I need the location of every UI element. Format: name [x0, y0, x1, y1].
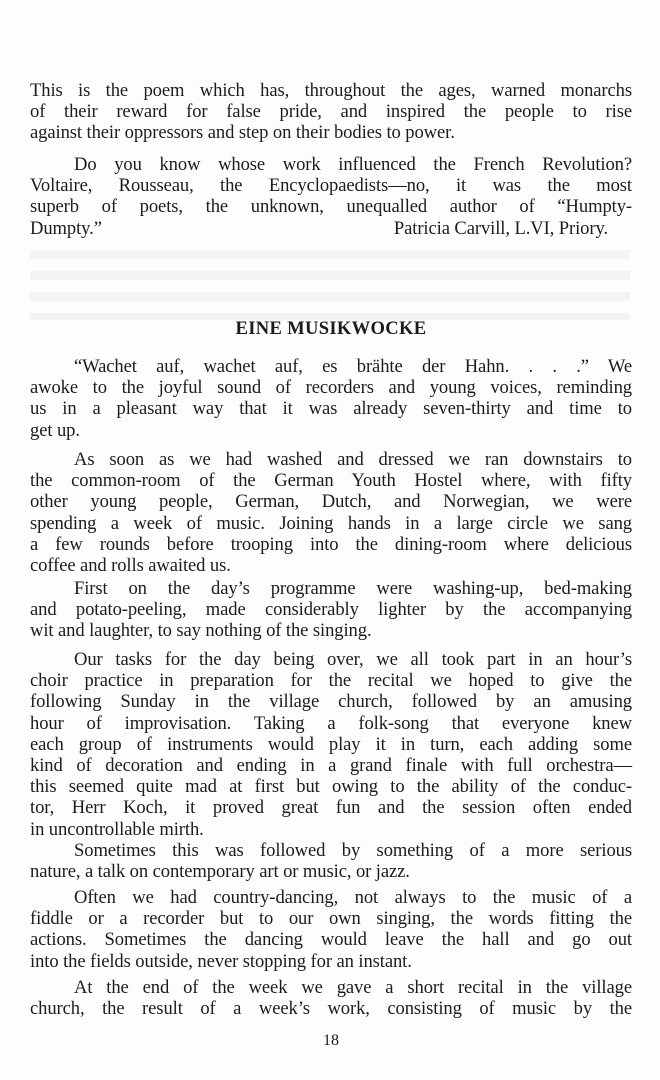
text-line: fiddle or a recorder but to our own singing, the words fitting the: [30, 908, 632, 930]
intro-paragraph-1: [30, 80, 632, 144]
text-line: following Sunday in the village church, followed by an amusing: [30, 691, 632, 713]
text-line: wit and laughter, to say nothing of the singing.: [30, 620, 372, 642]
text-line: against their oppressors and step on their bodies to power.: [30, 122, 455, 144]
text-line: the common-room of the German Youth Hostel where, with fifty: [30, 470, 632, 492]
text-line: in uncontrollable mirth.: [30, 818, 204, 840]
text-line: At the end of the week we gave a short recital in the village: [74, 977, 632, 998]
article-title: EINE MUSIKWOCKE: [235, 318, 427, 339]
article-paragraph-2: [30, 449, 632, 576]
text-line: this seemed quite mad at first but owing to the ability of the conduc-: [30, 776, 632, 798]
author-signature: Patricia Carvill, L.VI, Priory.: [393, 217, 608, 239]
text-line: get up.: [30, 419, 80, 441]
text-line: a few rounds before trooping into the dining-room where delicious: [30, 533, 632, 555]
text-line: kind of decoration and ending in a grand finale with full orchestra—: [30, 755, 632, 777]
text-line: Do you know whose work influenced the French Revolution?: [74, 154, 632, 175]
article-paragraph-4: [30, 649, 632, 840]
text-line: each group of instruments would play it in turn, each adding some: [30, 733, 632, 755]
article-paragraph-6: [30, 887, 632, 972]
text-line: Dumpty.”: [30, 217, 102, 239]
text-line: actions. Sometimes the dancing would leave the hall and go out: [30, 929, 632, 951]
text-line: and potato-peeling, made considerably lighter by the accompanying: [30, 599, 632, 621]
article-paragraph-7: [30, 977, 632, 1019]
article-paragraph-1: [30, 356, 632, 441]
text-line: Our tasks for the day being over, we all took part in an hour’s: [74, 649, 632, 670]
article-paragraph-5: [30, 840, 632, 882]
text-line: coffee and rolls awaited us.: [30, 555, 231, 577]
text-line: spending a week of music. Joining hands in a large circle we sang: [30, 512, 632, 534]
text-line: Voltaire, Rousseau, the Encyclopaedists—no, it was the most: [30, 175, 632, 197]
page-number: 18: [323, 1032, 339, 1049]
text-line: church, the result of a week’s work, consisting of music by the: [30, 998, 632, 1020]
bleed-through-text: [30, 250, 630, 320]
signature-line: [30, 218, 632, 239]
text-line: Sometimes this was followed by something of a more serious: [74, 840, 632, 861]
intro-paragraph-2: [30, 154, 632, 239]
text-line: us in a pleasant way that it was already seven-thirty and time to: [30, 398, 632, 420]
text-line: First on the day’s programme were washing-up, bed-making: [74, 578, 632, 599]
text-line: As soon as we had washed and dressed we ran downstairs to: [74, 449, 632, 470]
text-line: of their reward for false pride, and inspired the people to rise: [30, 101, 632, 123]
text-line: This is the poem which has, throughout the ages, warned monarchs: [30, 80, 632, 101]
text-line: awoke to the joyful sound of recorders and young voices, reminding: [30, 377, 632, 399]
text-line: Often we had country-dancing, not always to the music of a: [74, 887, 632, 908]
text-line: superb of poets, the unknown, unequalled author of “Humpty-: [30, 196, 632, 218]
text-line: “Wachet auf, wachet auf, es brähte der Hahn. . . .” We: [74, 356, 632, 377]
article-paragraph-3: [30, 578, 632, 642]
text-line: into the fields outside, never stopping for an instant.: [30, 950, 412, 972]
text-line: tor, Herr Koch, it proved great fun and the session often ended: [30, 797, 632, 819]
text-line: other young people, German, Dutch, and Norwegian, we were: [30, 491, 632, 513]
text-line: nature, a talk on contemporary art or music, or jazz.: [30, 861, 410, 883]
text-line: hour of improvisation. Taking a folk-song that everyone knew: [30, 712, 632, 734]
text-line: choir practice in preparation for the recital we hoped to give the: [30, 670, 632, 692]
